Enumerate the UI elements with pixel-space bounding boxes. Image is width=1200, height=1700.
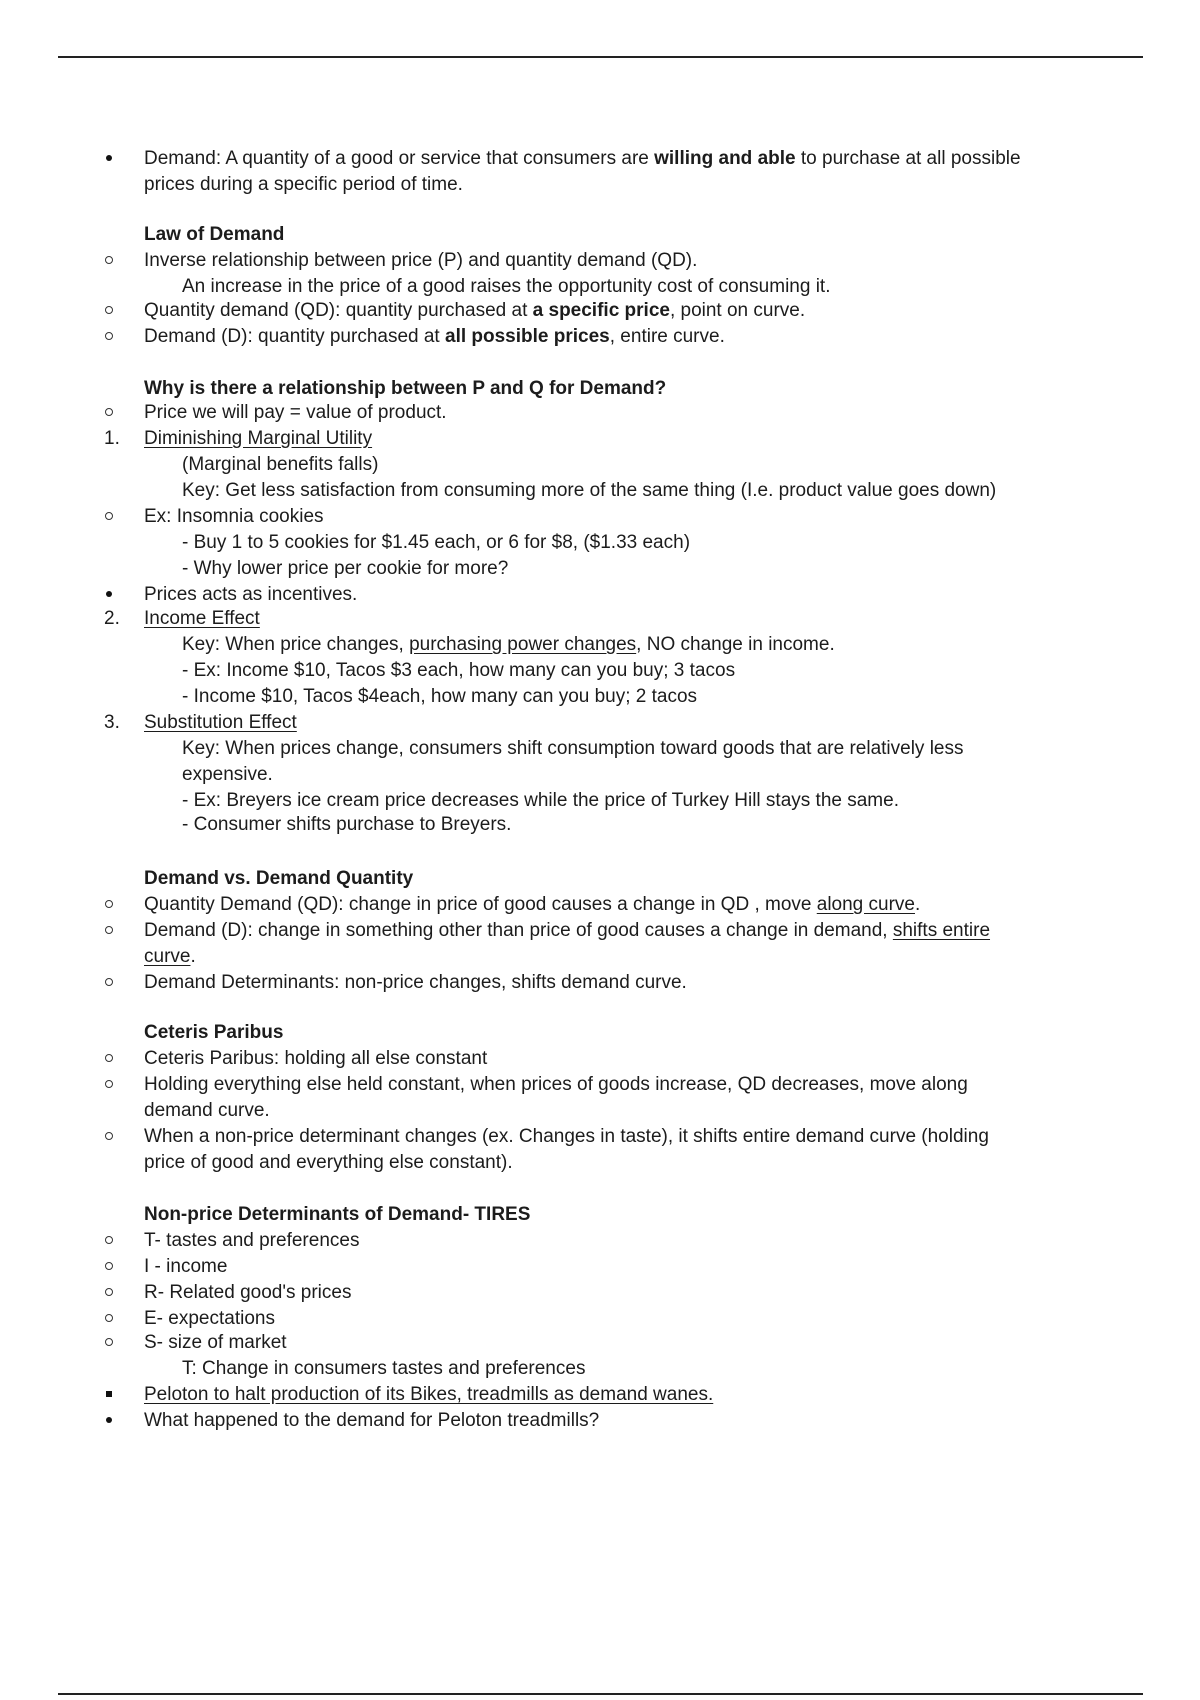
circle-bullet-icon: [100, 1306, 130, 1332]
circle-bullet-icon: [100, 1228, 130, 1254]
circle-bullet-icon: [100, 1330, 130, 1356]
list-item: [0, 146, 1200, 172]
list-item: I - income: [0, 1254, 1200, 1280]
list-item-continuation: prices during a specific period of time.: [144, 174, 463, 195]
bottom-rule: [58, 1693, 1143, 1695]
intro-text: Demand: A quantity of a good or service that consumers are willing and able to purchase at all possible: [144, 148, 1021, 169]
list-item: Price we will pay = value of product.: [0, 400, 1200, 426]
circle-bullet-icon: [100, 918, 130, 944]
list-item: R- Related good's prices: [0, 1280, 1200, 1306]
circle-bullet-icon: [100, 1254, 130, 1280]
circle-bullet-icon: [100, 970, 130, 996]
list-item: S- size of market: [0, 1330, 1200, 1356]
list-item-continuation: demand curve.: [144, 1100, 270, 1121]
section-heading: Law of Demand: [144, 224, 285, 245]
list-item: Holding everything else held constant, when prices of goods increase, QD decreases, move along: [0, 1072, 1200, 1098]
indented-line: - Consumer shifts purchase to Breyers.: [182, 814, 512, 835]
section-heading: Why is there a relationship between P and Q for Demand?: [144, 378, 667, 399]
indented-line: - Ex: Breyers ice cream price decreases while the price of Turkey Hill stays the same.: [182, 790, 899, 811]
indented-line: - Income $10, Tacos $4each, how many can you buy; 2 tacos: [182, 686, 698, 707]
top-rule: [58, 56, 1143, 58]
indented-line: Key: When prices change, consumers shift consumption toward goods that are relatively less: [182, 738, 964, 759]
list-item: What happened to the demand for Peloton treadmills?: [0, 1408, 1200, 1434]
indented-line: expensive.: [182, 764, 273, 785]
square-bullet-icon: [100, 1382, 130, 1408]
list-item: Ceteris Paribus: holding all else constant: [0, 1046, 1200, 1072]
list-item: When a non-price determinant changes (ex. Changes in taste), it shifts entire demand curve (holding: [0, 1124, 1200, 1150]
list-item: Inverse relationship between price (P) and quantity demand (QD).: [0, 248, 1200, 274]
section-heading: Non-price Determinants of Demand- TIRES: [144, 1204, 531, 1225]
indented-line: - Why lower price per cookie for more?: [182, 558, 509, 579]
list-item: Prices acts as incentives.: [0, 582, 1200, 608]
list-item: Quantity Demand (QD): change in price of good causes a change in QD , move along curve.: [0, 892, 1200, 918]
circle-bullet-icon: [100, 1280, 130, 1306]
indented-line: Key: Get less satisfaction from consuming more of the same thing (I.e. product value goes down): [182, 480, 997, 501]
circle-bullet-icon: [100, 248, 130, 274]
list-item: Demand (D): change in something other than price of good causes a change in demand, shifts entire: [0, 918, 1200, 944]
list-item-continuation: price of good and everything else constant).: [144, 1152, 513, 1173]
section-heading: Ceteris Paribus: [144, 1022, 284, 1043]
circle-bullet-icon: [100, 324, 130, 350]
list-item-continuation: curve.: [144, 946, 196, 967]
circle-bullet-icon: [100, 400, 130, 426]
circle-bullet-icon: [100, 1072, 130, 1098]
list-item: T- tastes and preferences: [0, 1228, 1200, 1254]
circle-bullet-icon: [100, 1124, 130, 1150]
indented-line: T: Change in consumers tastes and preferences: [182, 1358, 586, 1379]
list-item: E- expectations: [0, 1306, 1200, 1332]
section-heading: Demand vs. Demand Quantity: [144, 868, 414, 889]
list-item: Quantity demand (QD): quantity purchased at a specific price, point on curve.: [0, 298, 1200, 324]
indented-line: - Ex: Income $10, Tacos $3 each, how many can you buy; 3 tacos: [182, 660, 736, 681]
indented-line: (Marginal benefits falls): [182, 454, 379, 475]
list-item: Demand Determinants: non-price changes, shifts demand curve.: [0, 970, 1200, 996]
circle-bullet-icon: [100, 1046, 130, 1072]
bullet-icon: [100, 146, 130, 172]
indented-line: - Buy 1 to 5 cookies for $1.45 each, or 6 for $8, ($1.33 each): [182, 532, 691, 553]
indented-line: An increase in the price of a good raises the opportunity cost of consuming it.: [182, 276, 831, 297]
circle-bullet-icon: [100, 504, 130, 530]
indented-line: Key: When price changes, purchasing power changes, NO change in income.: [182, 634, 835, 655]
circle-bullet-icon: [100, 892, 130, 918]
numbered-item: 1. Diminishing Marginal Utility: [104, 428, 373, 449]
list-item: Peloton to halt production of its Bikes, treadmills as demand wanes.: [0, 1382, 1200, 1408]
bullet-icon: [100, 1408, 130, 1434]
numbered-item: 2. Income Effect: [104, 608, 260, 629]
bullet-icon: [100, 582, 130, 608]
list-item: Demand (D): quantity purchased at all possible prices, entire curve.: [0, 324, 1200, 350]
numbered-item: 3. Substitution Effect: [104, 712, 297, 733]
circle-bullet-icon: [100, 298, 130, 324]
list-item: Ex: Insomnia cookies: [0, 504, 1200, 530]
